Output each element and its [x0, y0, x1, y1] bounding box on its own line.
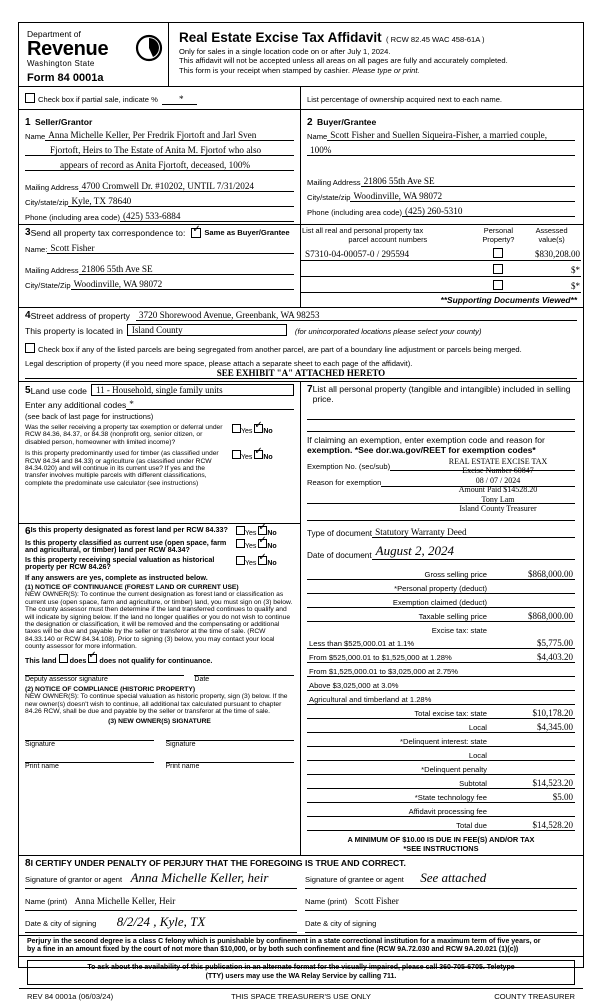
tier-3-label: From $1,525,000.01 to $3,025,000 at 2.75%	[309, 667, 459, 676]
section-3-number: 3	[25, 227, 31, 238]
section-1-heading: Seller/Grantor	[35, 117, 93, 127]
money-row	[307, 705, 575, 719]
buyer-city-state-zip[interactable]: Woodinville, WA 98072	[350, 191, 575, 202]
availability-line-2: (TTY) users may use the WA Relay Service by calling 711.	[205, 972, 397, 980]
grantor-signature-label: Signature of grantor or agent	[25, 875, 123, 884]
same-as-buyer-label: Same as Buyer/Grantee	[204, 228, 290, 237]
money-row	[307, 677, 575, 691]
seller-name-line-3[interactable]: appears of record as Anita Fjortoft, deceased, 100%	[60, 160, 251, 170]
partial-sale-row	[19, 87, 583, 110]
money-row	[307, 733, 575, 747]
buyer-mailing-label: Mailing Address	[307, 178, 361, 187]
timber-question-text: Is this property predominantly used for timber (as classified under RCW 84.34 and 84.33) or agriculture (as classified under RCW 84.34.020) and will continue in its current use? If yes and the transfer involves multiple parcels with different classifications, complete the predominate use calculator (see instructions)	[25, 450, 219, 487]
seller-buyer-row	[19, 110, 583, 224]
money-row	[307, 719, 575, 733]
notice-compliance-body: NEW OWNER(S): To continue special valuation as historic property, sign (3) below. If the new owner(s) doesn't wish to continue, all additional tax calculated pursuant to chapter 84.26 RCW, shall be due and payable by the seller or transferor at the time of sale.	[25, 693, 288, 715]
grantee-date-city-label: Date & city of signing	[305, 919, 377, 928]
q2-yes-checkbox[interactable]	[232, 450, 241, 459]
print-name-label-2: Print name	[165, 762, 200, 770]
form-header	[19, 23, 583, 87]
exemption-claimed-label: Exemption claimed (deduct)	[392, 598, 487, 607]
buyer-phone-label: Phone (including area code)	[307, 208, 402, 217]
affidavit-processing-fee-label: Affidavit processing fee	[408, 807, 487, 816]
land-does-not-checkbox[interactable]	[88, 654, 97, 663]
seller-city-state-zip[interactable]: Kyle, TX 78640	[68, 196, 294, 207]
form-title-block	[169, 23, 583, 86]
county-field[interactable]: Island County	[127, 324, 287, 336]
partial-sale-label: Check box if partial sale, indicate %	[38, 95, 158, 104]
exemption-question-text: Was the seller receiving a property tax exemption or deferral under RCW 84.36, 84.37, or 84.38 (nonprofit org, senior citizen, or disabled person, homeowner with limited income)?	[25, 424, 223, 446]
does-not-label: does not qualify for continuance.	[99, 655, 213, 665]
legal-description-value[interactable]: SEE EXHIBIT "A" ATTACHED HERETO	[25, 368, 577, 379]
tier-4-label: Above $3,025,000 at 3.0%	[309, 681, 399, 690]
new-owner-signature-title: (3) NEW OWNER(S) SIGNATURE	[108, 718, 211, 726]
money-row	[307, 775, 575, 789]
money-row	[307, 580, 575, 594]
seller-phone[interactable]: (425) 533-6884	[120, 211, 294, 222]
perjury-line-1: Perjury in the second degree is a class C felony which is punishable by confinement in a state correctional institution for a maximum term of five years, or	[27, 938, 541, 945]
correspondence-name-label: Name:	[25, 245, 48, 254]
table-row	[301, 277, 475, 293]
see-instructions-note: *SEE INSTRUCTIONS	[403, 844, 479, 853]
grantor-date-city-label: Date & city of signing	[25, 919, 97, 928]
money-row	[307, 649, 575, 663]
parcel-number-3[interactable]	[302, 281, 305, 291]
money-row	[307, 789, 575, 803]
section-6-money-row	[19, 523, 583, 855]
section-6-block: 6 Is this property designated as forest land per RCW 84.33? Yes ✓No Is this property classified as current use (open space, farm and agricultural, or timber) land per RCW 84.34? Yes ✓No Is this property receiving special valuation as historical property per RCW 84.26? Yes ✓No If any answers are yes, complete as instructed below. (1) NOTICE OF CONTINUANCE (FOREST LAND OR CURRENT USE) NEW OWNER(S): To continue the current designation as forest land or classification as current use (open space, farm and agriculture, or timber) land, you must sign on (3) below. The county assessor must then determine if the land transferred continues to qualify and will indicate by signing below. If the land no longer qualifies or you do not wish to continue the designation or classification, it will be removed and the compensating or additional taxes will be due and payable by the seller or transferor at the time of sale. (RCW 84.33.140 or RCW 84.34.108). Prior to signing (3) below, you may contact your local county assessor for more information. This land does ✓ does not qualify for continuance. Deputy assessor signature Date (2) NOTICE OF COMPLIANCE (HISTORIC PROPERTY) NEW OWNER(S): To continue special valuation as historic property, sign (3) below. If the new owner(s) doesn't wish to continue, all additional tax calculated pursuant to chapter 84.26 RCW, shall be due and payable by the seller or transferor at the time of sale. (3) NEW OWNER(S) SIGNATURE Signature Signature Print name Print name	[19, 523, 301, 855]
ag-timber-label: Agricultural and timberland at 1.28%	[309, 695, 432, 704]
parcel-number-2[interactable]	[302, 265, 305, 275]
section-2-number: 2	[307, 117, 313, 128]
footer-revision: REV 84 0001a (06/03/24)	[27, 991, 114, 1001]
table-row	[301, 245, 475, 261]
money-row	[307, 747, 575, 761]
notice-continuance-title: (1) NOTICE OF CONTINUANCE (FOREST LAND OR CURRENT USE)	[25, 584, 239, 592]
money-row	[307, 817, 575, 831]
grantor-print-value[interactable]: Anna Michelle Keller, Heir	[74, 896, 176, 906]
footer-county-treasurer: COUNTY TREASURER	[494, 991, 576, 1001]
ownership-note-cell	[301, 87, 581, 109]
parcel-number-1[interactable]: S7310-04-00057-0 / 295594	[305, 249, 410, 259]
availability-line-1: To ask about the availability of this publication in an alternate format for the visually impaired, please call 360-705-6705. Teletype	[87, 964, 515, 972]
grantor-signature-value[interactable]: Anna Michelle Keller, heir	[130, 870, 269, 885]
delinquent-interest-state-label: *Delinquent interest: state	[400, 737, 487, 746]
correspondence-mailing[interactable]: 21806 55th Ave SE	[79, 264, 294, 275]
exemption-number-label: Exemption No. (sec/sub)	[307, 462, 391, 471]
subtotal-label: Subtotal	[459, 779, 487, 788]
grantor-print-label: Name (print)	[25, 897, 68, 906]
q1-yes-checkbox[interactable]	[232, 424, 241, 433]
personal-property-input-1[interactable]	[307, 408, 575, 420]
personal-property-input-2[interactable]	[307, 420, 575, 432]
does-label: does	[69, 655, 87, 665]
buyer-city-label: City/state/zip	[307, 193, 351, 202]
section-5-block: 5 Land use code 11 - Household, single family units Enter any additional codes * (see back of last page for instructions) Was the seller receiving a property tax exemption or deferral under RCW 84.36, 84.37, or 84.38 (nonprofit org, senior citizen, or disabled person, homeowner with limited income)? Yes ✓No Is this property predominantly used for timber (as classified under RCW 84.34 and 84.33) or agriculture (as classified under RCW 84.34.020) and will continue in its current use? If yes and the transfer involves multiple parcels with different classifications, complete the predominate use calculator (see instructions) Yes ✓No	[19, 382, 301, 523]
stamp-line-1: REAL ESTATE EXCISE TAX	[448, 457, 548, 466]
seller-mailing-label: Mailing Address	[25, 183, 79, 192]
current-use-question: Is this property classified as current use (open space, farm and agricultural, or timber) land per RCW 84.34?	[25, 538, 227, 555]
money-row	[307, 761, 575, 775]
personal-property-header: Personal Property?	[482, 226, 515, 244]
tier-2-value[interactable]: $4,403.20	[537, 652, 573, 662]
form-note-3: This form is your receipt when stamped by cashier.	[179, 65, 350, 75]
personal-property-line-1: List all personal property (tangible and intangible) included in selling	[312, 384, 571, 394]
minimum-due-note: A MINIMUM OF $10.00 IS DUE IN FEE(S) AND/OR TAX	[347, 835, 535, 844]
buyer-name-line-1[interactable]: Scott Fisher and Suellen Siqueira-Fisher, a married couple,	[327, 130, 575, 141]
forest-land-question: Is this property designated as forest land per RCW 84.33?	[30, 525, 228, 534]
assessed-value-3[interactable]: $*	[522, 277, 581, 293]
tier-1-value[interactable]: $5,775.00	[537, 638, 573, 648]
q3-no-checkbox[interactable]	[258, 526, 267, 535]
grantee-print-label: Name (print)	[305, 897, 348, 906]
form-note-3-italic: Please type or print.	[352, 65, 420, 75]
state-technology-fee-value[interactable]: $5.00	[552, 792, 573, 802]
form-title-reference: ( RCW 82.45 WAC 458-61A )	[386, 35, 485, 44]
buyer-phone[interactable]: (425) 260-5310	[402, 206, 575, 217]
excise-tax-state-label: Excise tax: state	[431, 626, 487, 635]
grantor-date-city-value[interactable]: 8/2/24 , Kyle, TX	[116, 914, 206, 929]
taxable-selling-price-value[interactable]: $868,000.00	[528, 611, 573, 621]
revenue-wordmark: Revenue	[27, 38, 109, 60]
located-in-label: This property is located in	[25, 326, 123, 336]
partial-sale-checkbox[interactable]	[25, 93, 35, 103]
segregation-label: Check box if any of the listed parcels are being segregated from another parcel, are part of a boundary line adjustment or parcels being merged.	[38, 345, 522, 354]
total-excise-state-value[interactable]: $10,178.20	[532, 708, 573, 718]
print-name-label-1: Print name	[25, 762, 59, 770]
partial-sale-cell	[19, 87, 301, 109]
money-row	[307, 608, 575, 622]
unincorporated-note: (for unincorporated locations please select your county)	[294, 327, 482, 336]
money-row	[307, 622, 575, 635]
notice-compliance-title: (2) NOTICE OF COMPLIANCE (HISTORIC PROPERTY)	[25, 685, 196, 693]
agency-block	[19, 23, 169, 86]
correspondence-mailing-label: Mailing Address	[25, 266, 79, 275]
money-row	[307, 594, 575, 608]
legal-description-label: Legal description of property (if you need more space, please attach a separate sheet to each page of the affidavit).	[25, 359, 413, 368]
revenue-logo-icon	[136, 35, 162, 61]
signature-label-2: Signature	[165, 740, 196, 748]
historic-property-question: Is this property receiving special valuation as historical property per RCW 84.26?	[25, 554, 215, 572]
partial-sale-percent[interactable]: *	[162, 94, 197, 105]
seller-name-label: Name	[25, 132, 46, 141]
buyer-section	[301, 110, 581, 224]
section-4-address	[19, 307, 583, 381]
correspondence-city-label: City/State/Zip	[25, 281, 71, 290]
treasurer-stamp	[423, 457, 573, 513]
q4-yes-checkbox[interactable]	[236, 539, 245, 548]
footer-treasurer-space: THIS SPACE TREASURER'S USE ONLY	[231, 991, 371, 1001]
perjury-line-2: by a fine in an amount fixed by the court of not more than $10,000, or by both such confinement and fine (RCW 9A.72.030 and RCW 9A.20.021 (1)(c))	[27, 946, 519, 954]
delinquent-interest-local-label: Local	[468, 751, 487, 760]
additional-codes-value[interactable]: *	[126, 399, 294, 410]
deputy-assessor-date-label: Date	[194, 675, 210, 683]
section-7-number: 7	[307, 384, 313, 395]
money-row	[307, 635, 575, 649]
section-2-heading: Buyer/Grantee	[317, 117, 377, 127]
correspondence-parcels-row	[19, 224, 583, 307]
seller-city-label: City/state/zip	[25, 198, 69, 207]
personal-property-deduct-label: *Personal property (deduct)	[394, 584, 487, 593]
assessed-value-header: Assessed value(s)	[535, 226, 568, 244]
additional-codes-label: Enter any additional codes	[25, 400, 127, 410]
personal-property-line-2: price.	[312, 394, 334, 404]
document-type-label: Type of document	[307, 529, 373, 538]
reason-exemption-label: Reason for exemption	[307, 478, 382, 487]
stamp-line-4: Amount Paid $14528.20	[458, 485, 538, 495]
section-8-number: 8	[25, 858, 31, 869]
total-due-value[interactable]: $14,528.20	[532, 820, 573, 830]
seller-section	[19, 110, 301, 224]
q5-yes-checkbox[interactable]	[236, 556, 245, 565]
street-address-value[interactable]: 3720 Shorewood Avenue, Greenbank, WA 98253	[136, 310, 577, 321]
money-block	[301, 523, 581, 855]
section-6-number: 6	[25, 526, 31, 537]
ownership-percent-note: List percentage of ownership acquired next to each name.	[307, 95, 503, 104]
tier-1-label: Less than $525,000.01 at 1.1%	[309, 639, 415, 648]
form-footer	[19, 988, 583, 1004]
grantee-signature-value[interactable]: See attached	[420, 870, 487, 885]
perjury-block	[19, 935, 583, 956]
q3-yes-checkbox[interactable]	[236, 526, 245, 535]
money-row	[307, 566, 575, 580]
department-label: Department of	[27, 29, 81, 39]
total-excise-local-label: Local	[468, 723, 487, 732]
money-row	[307, 691, 575, 705]
parcel-header-line-2: parcel account numbers	[348, 235, 428, 244]
form-note-1: Only for sales in a single location code on or after July 1, 2024.	[179, 47, 391, 56]
segregation-checkbox[interactable]	[25, 343, 35, 353]
signature-label-1: Signature	[25, 740, 55, 748]
exemption-instruction-line-1: If claiming an exemption, enter exemption code and reason for	[307, 435, 545, 445]
personal-property-checkbox-3[interactable]	[475, 277, 523, 293]
seller-name-line-2[interactable]: Fjortoft, Heirs to The Estate of Anita M. Fjortof who also	[50, 145, 262, 155]
parcel-section	[301, 225, 581, 307]
seller-mailing-address[interactable]: 4700 Cromwell Dr. #10202, UNTIL 7/31/2024	[79, 181, 294, 192]
personal-property-checkbox-1[interactable]	[475, 245, 523, 261]
correspondence-name[interactable]: Scott Fisher	[47, 243, 294, 254]
document-date-value[interactable]: August 2, 2024	[372, 543, 575, 560]
grantee-signature-label: Signature of grantee or agent	[305, 875, 404, 884]
supporting-documents-note: **Supporting Documents Viewed**	[440, 295, 577, 305]
money-row	[307, 663, 575, 677]
taxable-selling-price-label: Taxable selling price	[418, 612, 487, 621]
stamp-line-3: 08 / 07 / 2024	[475, 475, 521, 485]
section-4-number: 4	[25, 310, 31, 321]
street-address-label: Street address of property	[30, 311, 130, 321]
table-row	[301, 261, 475, 277]
same-as-buyer-checkbox[interactable]	[191, 228, 201, 238]
seller-name-line-1[interactable]: Anna Michelle Keller, Per Fredrik Fjortoft and Jarl Sven	[45, 130, 294, 141]
form-note-2: This affidavit will not be accepted unless all areas on all pages are fully and accurately completed.	[179, 56, 508, 66]
buyer-mailing-address[interactable]: 21806 55th Ave SE	[361, 176, 575, 187]
seller-phone-label: Phone (including area code)	[25, 213, 120, 222]
section-3-heading: Send all property tax correspondence to:	[30, 227, 186, 238]
parcel-table	[301, 225, 581, 293]
delinquent-penalty-label: *Delinquent penalty	[421, 765, 487, 774]
certification-heading: I CERTIFY UNDER PENALTY OF PERJURY THAT THE FOREGOING IS TRUE AND CORRECT.	[30, 858, 406, 868]
q5-no-checkbox[interactable]	[258, 556, 267, 565]
land-does-checkbox[interactable]	[59, 654, 68, 663]
q1-no-checkbox[interactable]	[254, 424, 263, 433]
stamp-line-5: Tony Lam	[481, 494, 515, 504]
land-use-code-label: Land use code	[30, 386, 87, 396]
correspondence-city[interactable]: Woodinville, WA 98072	[71, 279, 294, 290]
grantee-print-value[interactable]: Scott Fisher	[354, 896, 399, 906]
section-5-7-row	[19, 381, 583, 523]
subtotal-value[interactable]: $14,523.20	[532, 778, 573, 788]
form-title: Real Estate Excise Tax Affidavit	[179, 30, 382, 45]
accessibility-block	[19, 956, 583, 987]
parcel-header-cell	[301, 225, 475, 245]
washington-state-label: Washington State	[27, 59, 95, 68]
section-7-block	[301, 382, 581, 523]
notice-continuance-body: NEW OWNER(S): To continue the current designation as forest land or classification as current use (open space, farm and agriculture, or timber) land, you must sign on (3) below. The county assessor must then determine if the land transferred continues to qualify and will indicate by signing below. If the land no longer qualifies or you do not wish to continue the designation or classification, it will be removed and the compensating or additional taxes will be due and payable by the seller or transferor at the time of sale. (RCW 84.33.140 or RCW 84.34.108). Prior to signing (3) below, you may contact your local county assessor for more information.	[25, 591, 293, 651]
q4-no-checkbox[interactable]	[258, 539, 267, 548]
personal-property-checkbox-2[interactable]	[475, 261, 523, 277]
gross-selling-price-value[interactable]: $868,000.00	[528, 569, 573, 579]
assessed-value-1[interactable]: $830,208.00	[522, 245, 581, 261]
stamp-line-6: Island County Treasurer	[459, 504, 537, 514]
buyer-name-line-2[interactable]: 100%	[310, 145, 332, 155]
tier-2-label: From $525,000.01 to $1,525,000 at 1.28%	[309, 653, 452, 662]
total-due-label: Total due	[456, 821, 487, 830]
money-row	[307, 803, 575, 817]
assessed-value-2[interactable]: $*	[522, 261, 581, 277]
state-technology-fee-label: *State technology fee	[414, 793, 487, 802]
total-excise-state-label: Total excise tax: state	[414, 709, 487, 718]
exemption-instruction-line-2: exemption. *See dor.wa.gov/REET for exemption codes*	[307, 445, 536, 455]
parcel-header-line-1: List all real and personal property tax	[302, 226, 424, 235]
section-8-certification	[19, 855, 583, 935]
document-date-label: Date of document	[307, 551, 372, 560]
form-number: Form 84 0001a	[27, 72, 104, 84]
see-back-note: (see back of last page for instructions)	[25, 412, 154, 421]
section-5-number: 5	[25, 385, 31, 396]
gross-selling-price-label: Gross selling price	[424, 570, 487, 579]
land-use-code-value[interactable]: 11 - Household, single family units	[91, 384, 294, 396]
q2-no-checkbox[interactable]	[254, 450, 263, 459]
buyer-name-label: Name	[307, 132, 328, 141]
total-excise-local-value[interactable]: $4,345.00	[537, 722, 573, 732]
section-1-number: 1	[25, 117, 31, 128]
correspondence-section	[19, 225, 301, 307]
this-land-label: This land	[25, 655, 57, 665]
deputy-assessor-signature-label: Deputy assessor signature	[25, 675, 108, 683]
stamp-line-2: Excise Number 60847	[462, 466, 534, 476]
reet-affidavit-form	[18, 22, 584, 1001]
document-type-value[interactable]: Statutory Warranty Deed	[372, 527, 575, 538]
if-any-yes-note: If any answers are yes, complete as instructed below.	[25, 572, 208, 582]
